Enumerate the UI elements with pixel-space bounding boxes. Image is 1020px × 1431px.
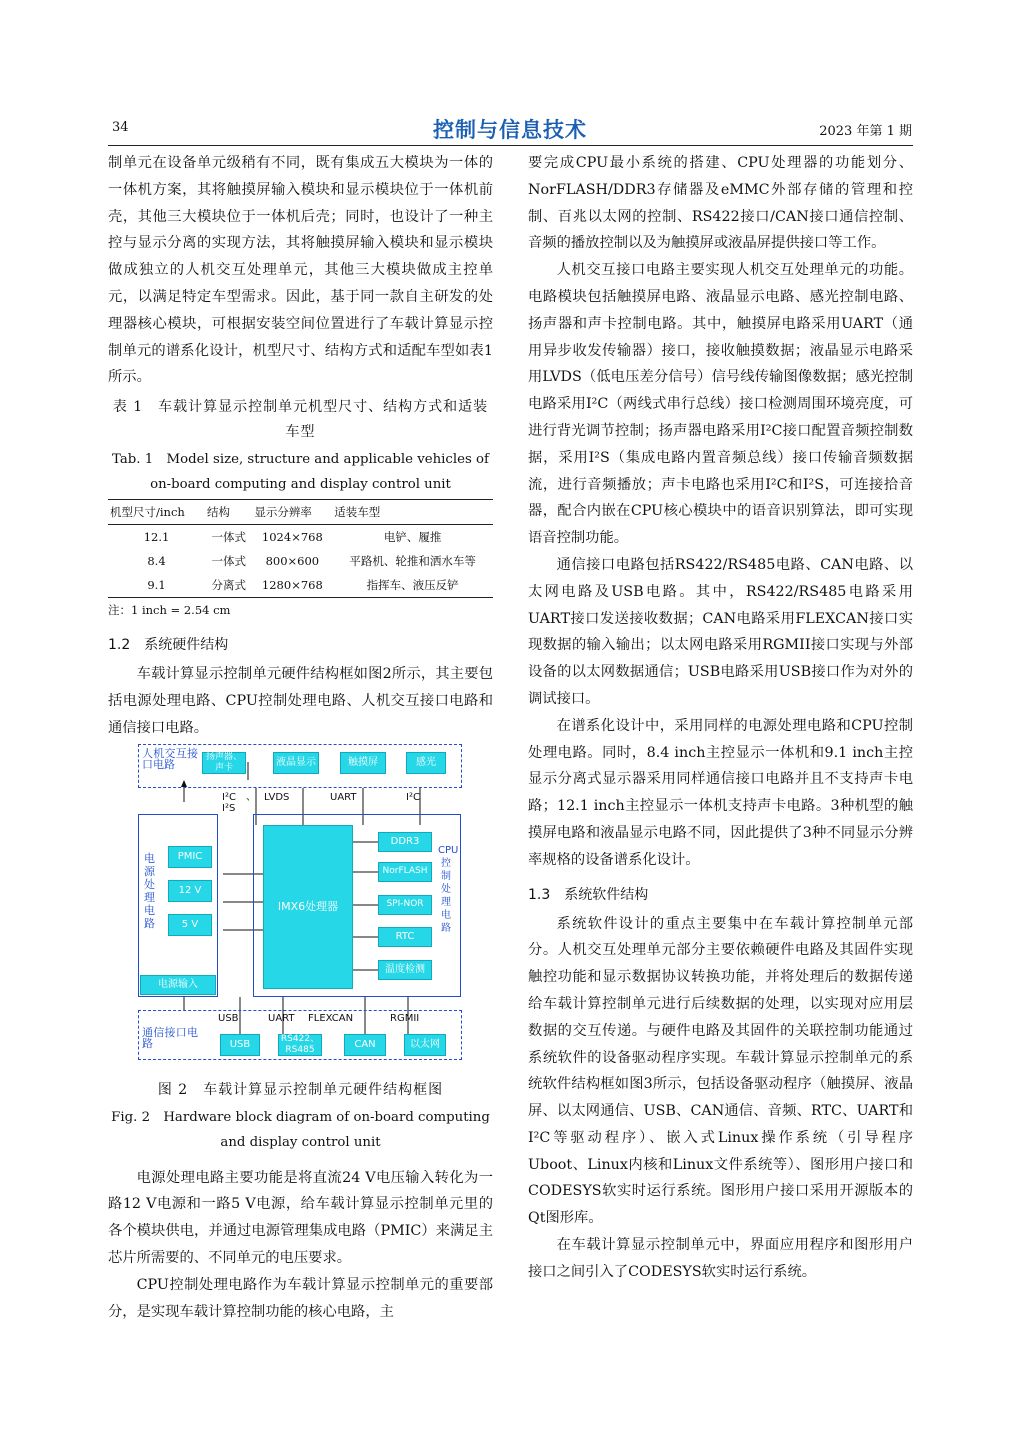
rtc-box: RTC [378,927,432,947]
section-heading: 1.2 系统硬件结构 [108,637,229,654]
bus-label: I²C、I²S [222,791,256,814]
12v-box: 12 V [168,880,212,902]
table-note: 注：1 inch = 2.54 cm [108,603,231,618]
cpu-label: CPU控制处理电路 [438,844,459,934]
norflash-box: NorFLASH [378,862,432,882]
can-box: CAN [344,1034,386,1056]
5v-box: 5 V [168,914,212,936]
bus-label: FLEXCAN [308,1012,354,1024]
bus-label: UART [268,1012,295,1024]
table-header: 显示分辨率 [252,500,332,525]
table-header: 适装车型 [332,500,493,525]
table-caption-en: Tab. 1 Model size, structure and applicable vehicles of on-board computing and display control unit [112,452,489,493]
table-row [108,549,493,573]
comm-label: 通信接口电路 [142,1025,198,1050]
table-cell: 1024×768 [261,530,323,545]
lcd-box: 液晶显示 [273,752,319,774]
section-heading: 1.3 系统软件结构 [528,886,649,903]
table-header: 结构 [205,500,252,525]
table-cell: 一体式 [211,530,246,545]
hardware-block-diagram [108,742,493,1072]
paragraph: 电源处理电路主要功能是将直流24 V电压输入转化为一路12 V电源和一路5 V电源，给车载计算显示控制单元里的各个模块供电，并通过电源管理集成电路（PMIC）来满足主芯片所需要的、不同单元的电压要求。 [108,1169,493,1266]
table-cell: 1280×768 [252,573,332,598]
hmi-label: 人机交互接口电路 [142,746,198,771]
power-label: 电源处理电路 [144,851,155,930]
table-cell: 12.1 [143,530,170,545]
left-column [108,150,493,1325]
touchscreen-box: 触摸屏 [340,752,386,774]
page-number: 34 [112,120,129,135]
power-input-box: 电源输入 [140,975,216,995]
table-caption-cn: 表 1 车载计算显示控制单元机型尺寸、结构方式和适装车型 [112,399,489,441]
bus-label: LVDS [264,791,290,803]
bus-label: UART [330,791,357,803]
issue-label: 2023 年第 1 期 [819,124,912,139]
paragraph: 系统软件设计的重点主要集中在车载计算控制单元部分。人机交互处理单元部分主要依赖硬件电路及其固件实现触控功能和显示数据协议转换功能，并将处理后的数据传递给车载计算控制单元进行后续数据的处理，以实现对应用层数据的交互传递。与硬件电路及其固件的关联控制功能通过系统软件的设备驱动程序实现。车载计算显示控制单元的系统软件结构框如图3所示，包括设备驱动程序（触摸屏、液晶屏、以太网通信、USB、CAN通信、音频、RTC、UART和I²C等驱动程序）、嵌入式Linux操作系统（引导程序Uboot、Linux内核和Linux文件系统等）、图形用户接口和CODESYS软实时运行系统。图形用户接口采用开源版本的Qt图形库。 [528,915,913,1227]
paragraph: 在车载计算显示控制单元中，界面应用程序和图形用户接口之间引入了CODESYS软实时运行系统。 [528,1237,913,1280]
paragraph: 通信接口电路包括RS422/RS485电路、CAN电路、以太网电路及USB电路。其中，RS422/RS485电路采用UART接口发送接收数据；CAN电路采用FLEXCAN接口实现数据的输入输出；以太网电路采用RGMII接口实现与外部设备的以太网数据通信；USB电路采用USB接口作为对外的调试接口。 [528,556,913,707]
light-sensor-box: 感光 [406,752,446,774]
table-cell: 一体式 [211,554,246,569]
speaker-box: 扬声器、声卡 [202,752,246,774]
rs422-box: RS422、RS485 [278,1034,322,1056]
paragraph: 制单元在设备单元级稍有不同，既有集成五大模块为一体的一体机方案，其将触摸屏输入模块和显示模块位于一体机前壳，其他三大模块位于一体机后壳；同时，也设计了一种主控与显示分离的实现方法，其将触摸屏输入模块和显示模块做成独立的人机交互处理单元，其他三大模块做成主控单元，以满足特定车型需求。因此，基于同一款自主研发的处理器核心模块，可根据安装空间位置进行了车载计算显示控制单元的谱系化设计，机型尺寸、结构方式和适配车型如表1所示。 [108,155,493,386]
journal-title: 控制与信息技术 [433,118,587,142]
temperature-box: 温度检测 [378,960,432,980]
figure-caption-cn: 图 2 车载计算显示控制单元硬件结构框图 [157,1081,444,1098]
table-row [108,573,493,598]
ddr3-box: DDR3 [378,832,432,852]
bus-label: I²C [406,791,420,803]
imx6-processor-box: IMX6处理器 [263,825,353,989]
paragraph: CPU控制处理电路作为车载计算显示控制单元的重要部分，是实现车载计算控制功能的核心电路，主 [108,1276,493,1320]
header-rule [108,145,913,146]
paragraph: 在谱系化设计中，采用同样的电源处理电路和CPU控制处理电路。同时，8.4 inch主控显示一体机和9.1 inch主控显示分离式显示器采用同样通信接口电路并且不支持声卡电路；12.1 inch主控显示一体机支持声卡电路。3种机型的触摸屏电路和液晶显示电路不同，因此提供了3种不同显示分辨率规格的设备谱系化设计。 [528,717,913,868]
table-cell: 8.4 [147,554,166,569]
model-table [108,499,493,598]
paragraph: 要完成CPU最小系统的搭建、CPU处理器的功能划分、NorFLASH/DDR3存储器及eMMC外部存储的管理和控制、百兆以太网的控制、RS422接口/CAN接口通信控制、音频的播放控制以及为触摸屏或液晶屏提供接口等工作。 [528,155,913,252]
pmic-box: PMIC [168,846,212,868]
figure-caption-en: Fig. 2 Hardware block diagram of on-board computing and display control unit [111,1109,490,1150]
table-cell: 800×600 [265,554,320,569]
spi-nor-box: SPI-NOR [378,895,432,915]
table-cell: 平路机、轮推和洒水车等 [349,554,476,569]
paragraph: 车载计算显示控制单元硬件结构框如图2所示，其主要包括电源处理电路、CPU控制处理电路、人机交互接口电路和通信接口电路。 [108,666,493,736]
usb-box: USB [220,1034,260,1056]
table-cell: 电铲、履推 [383,530,442,545]
right-column [528,150,913,1286]
ethernet-box: 以太网 [404,1034,446,1056]
bus-label: USB [218,1012,239,1024]
table-cell: 指挥车、液压反铲 [332,573,493,598]
table-cell: 分离式 [205,573,252,598]
bus-label: RGMII [390,1012,420,1024]
table-row [108,525,493,550]
table-header: 机型尺寸/inch [108,500,205,525]
paragraph: 人机交互接口电路主要实现人机交互处理单元的功能。电路模块包括触摸屏电路、液晶显示电路、感光控制电路、扬声器和声卡控制电路。其中，触摸屏电路采用UART（通用异步收发传输器）接口，接收触摸数据；液晶显示电路采用LVDS（低电压差分信号）信号线传输图像数据；感光控制电路采用I²C（两线式串行总线）接口检测周围环境亮度，可进行背光调节控制；扬声器电路采用I²C接口配置音频控制数据，采用I²S（集成电路内置音频总线）接口传输音频数据流，进行音频播放；声卡电路也采用I²C和I²S，可连接拾音器，配合内嵌在CPU核心模块中的语音识别算法，即可实现语音控制功能。 [528,262,913,547]
table-cell: 9.1 [108,573,205,598]
